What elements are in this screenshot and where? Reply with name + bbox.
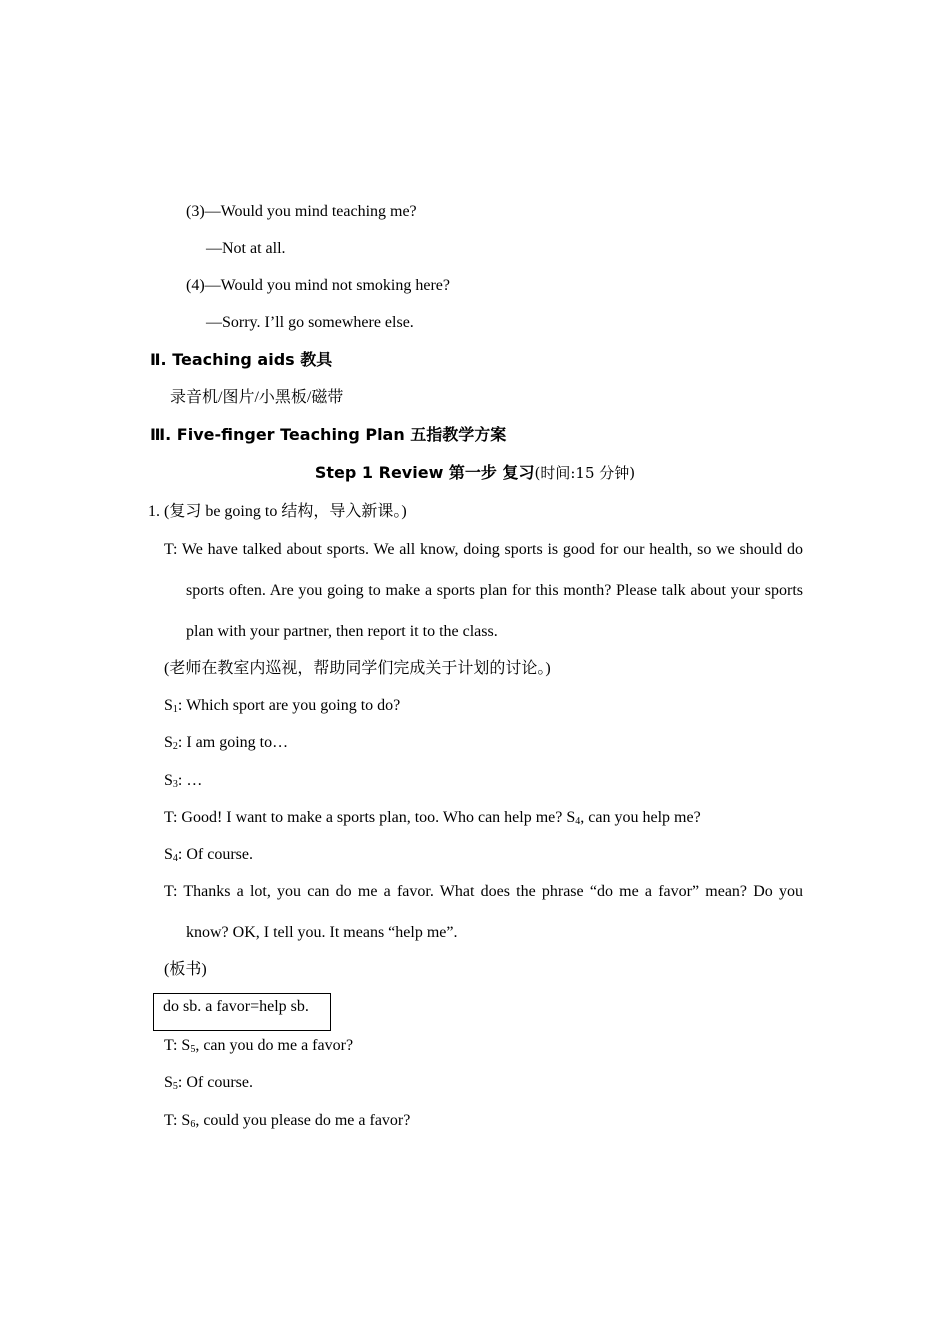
speaker: S xyxy=(164,1074,173,1091)
speaker-index: 4 xyxy=(172,853,178,864)
teaching-aids-content: 录音机/图片/小黑板/磁带 xyxy=(170,389,344,406)
student-1-line xyxy=(164,696,400,716)
utterance-suffix: , can you help me? xyxy=(580,809,701,826)
example-question: —Would you mind not smoking here? xyxy=(204,277,451,294)
speaker-index: 2 xyxy=(172,741,178,752)
student-4-line xyxy=(164,845,253,865)
utterance-suffix: , can you do me a favor? xyxy=(195,1037,354,1054)
speaker: S xyxy=(164,846,173,863)
example-question: —Would you mind teaching me? xyxy=(204,203,417,220)
speaker: S xyxy=(164,697,173,714)
blackboard-box xyxy=(153,993,331,1031)
utterance: : Of course. xyxy=(177,846,253,863)
section-3-numeral: Ⅲ xyxy=(150,425,166,444)
section-3-heading xyxy=(150,425,506,445)
classroom-note: (老师在教室内巡视，帮助同学们完成关于计划的讨论。) xyxy=(164,660,551,677)
step-1-time: (时间:15 分钟) xyxy=(534,464,636,482)
student-5-line xyxy=(164,1073,253,1093)
speaker-index: 3 xyxy=(172,779,178,790)
utterance-prefix: T: Good! I want to make a sports plan, too. Who can help me? S xyxy=(164,809,576,826)
teacher-intro-paragraph: T: We have talked about sports. We all know, doing sports is good for our health, so we should do sports often. Are you going to make a sports plan for this month? Please talk about your sports plan with your partner, then report it to the class. xyxy=(164,541,803,640)
section-2-numeral: Ⅱ xyxy=(150,350,161,369)
speaker-index: 6 xyxy=(190,1119,196,1130)
example-number: (4) xyxy=(186,277,205,294)
speaker: S xyxy=(164,772,173,789)
speaker: S xyxy=(164,734,173,751)
utterance-prefix: T: S xyxy=(164,1112,191,1129)
utterance: : Of course. xyxy=(177,1074,253,1091)
step-1-title: Step 1 Review 第一步 复习 xyxy=(314,463,535,482)
teacher-s5-line xyxy=(164,1036,353,1056)
blackboard-note: (板书) xyxy=(164,961,207,978)
item-1-label: 1. (复习 be going to 结构，导入新课。) xyxy=(148,503,407,520)
example-4-answer: —Sorry. I’ll go somewhere else. xyxy=(206,314,414,331)
utterance: : Which sport are you going to do? xyxy=(177,697,401,714)
student-2-line xyxy=(164,733,288,753)
utterance: : I am going to… xyxy=(177,734,289,751)
step-1-heading xyxy=(0,463,950,483)
example-4-question xyxy=(186,276,450,296)
section-2-heading xyxy=(150,350,332,370)
utterance-prefix: T: S xyxy=(164,1037,191,1054)
speaker-index: 5 xyxy=(190,1044,196,1055)
blackboard-text: do sb. a favor=help sb. xyxy=(163,998,309,1015)
teacher-thanks-paragraph: T: Thanks a lot, you can do me a favor. What does the phrase “do me a favor” mean? Do you know? OK, I tell you. It means “help me”. xyxy=(164,883,803,941)
student-3-line xyxy=(164,771,202,791)
example-3-question xyxy=(186,202,417,222)
speaker-index: 4 xyxy=(575,816,581,827)
teacher-s6-line xyxy=(164,1111,410,1131)
section-3-title: . Five-finger Teaching Plan 五指教学方案 xyxy=(165,425,507,444)
teacher-good-line xyxy=(164,808,701,828)
speaker-index: 5 xyxy=(172,1081,178,1092)
speaker-index: 1 xyxy=(172,704,178,715)
example-number: (3) xyxy=(186,203,205,220)
utterance: : … xyxy=(177,772,203,789)
section-2-title: . Teaching aids 教具 xyxy=(160,350,333,369)
example-3-answer: —Not at all. xyxy=(206,240,286,257)
utterance-suffix: , could you please do me a favor? xyxy=(195,1112,411,1129)
